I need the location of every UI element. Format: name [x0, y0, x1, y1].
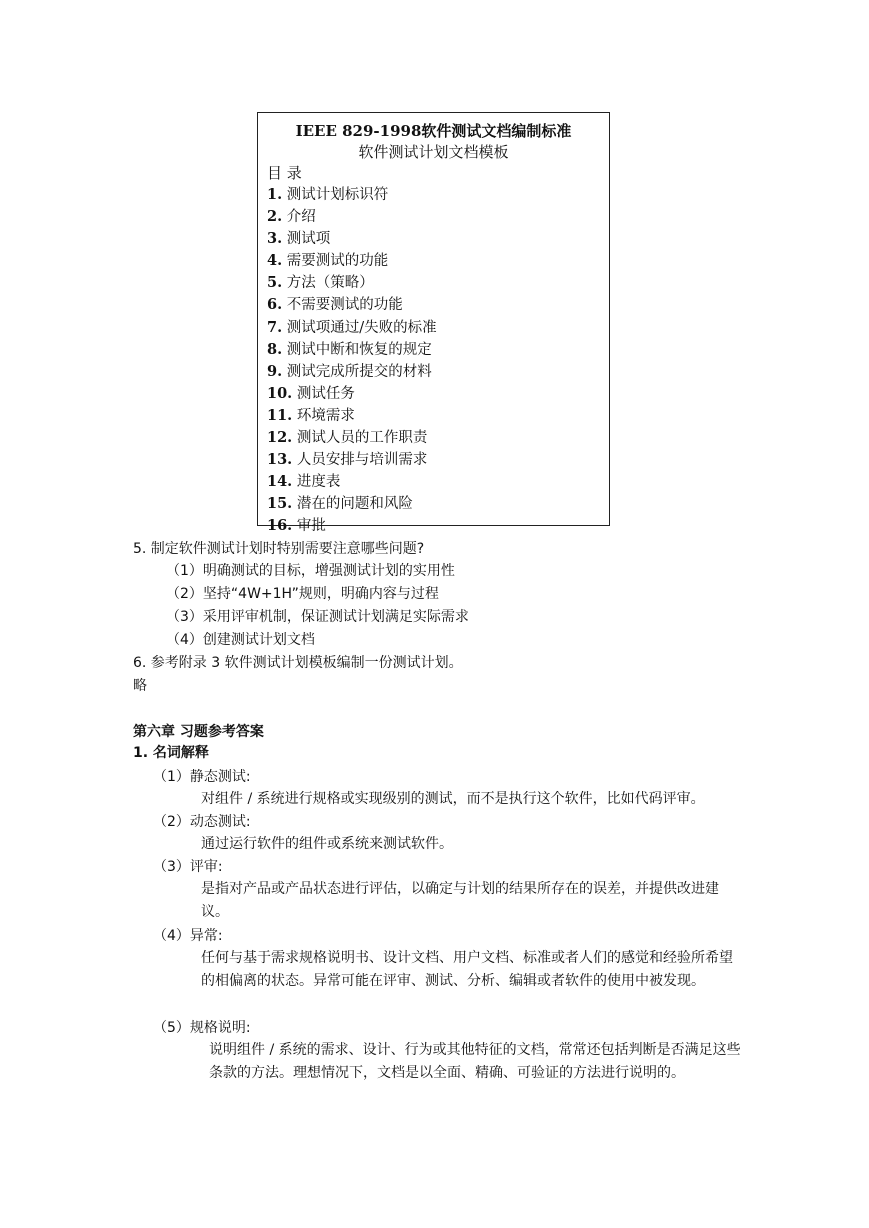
toc-item: [267, 317, 609, 339]
term-definition-3: 是指对产品或产品状态进行评估，以确定与计划的结果所存在的误差，并提供改进建议。: [201, 881, 719, 920]
toc-item-text: 人员安排与培训需求: [296, 452, 428, 469]
term-definition-1: 对组件 / 系统进行规格或实现级别的测试，而不是执行这个软件，比如代码评审。: [201, 791, 705, 807]
toc-item-text: 潜在的问题和风险: [296, 496, 413, 513]
toc-item: [267, 471, 609, 493]
q5-answer-3: （3）采用评审机制，保证测试计划满足实际需求: [166, 609, 469, 625]
toc-item-text: 环境需求: [296, 407, 355, 424]
template-subtitle: 软件测试计划文档模板: [358, 143, 509, 161]
toc-item-text: 方法（策略）: [286, 275, 374, 292]
toc-item: [267, 383, 609, 405]
toc-item-number: 14.: [267, 473, 293, 491]
toc-item-text: 测试计划标识符: [286, 187, 389, 203]
chapter-heading: 第六章 习题参考答案: [133, 724, 264, 740]
toc-item-number: 12.: [267, 429, 293, 447]
toc-item-text: 测试任务: [296, 385, 355, 402]
toc-item-number: 1.: [267, 186, 283, 203]
toc-item: [267, 515, 609, 537]
toc-item-number: 16.: [267, 517, 293, 535]
toc-item-number: 6.: [267, 296, 283, 314]
question-6: 6. 参考附录 3 软件测试计划模板编制一份测试计划。: [133, 655, 463, 671]
term-label-5: （5）规格说明:: [153, 1020, 251, 1036]
toc-item-text: 测试完成所提交的材料: [286, 363, 432, 380]
q5-answer-2: （2）坚持“4W+1H”规则，明确内容与过程: [166, 586, 439, 602]
toc-item: [267, 272, 609, 294]
toc-item-text: 测试项: [286, 231, 331, 248]
template-title: IEEE 829-1998软件测试文档编制标准: [295, 122, 572, 140]
term-label-4: （4）异常:: [153, 928, 223, 944]
toc-item-text: 测试项通过/失败的标准: [286, 319, 437, 336]
term-definition-4: 任何与基于需求规格说明书、设计文档、用户文档、标准或者人们的感觉和经验所希望的相偏离的状态。异常可能在评审、测试、分析、编辑或者软件的使用中被发现。: [201, 950, 733, 989]
toc-item: [267, 294, 609, 316]
q5-answer-1: （1）明确测试的目标，增强测试计划的实用性: [166, 563, 455, 579]
toc-item-number: 15.: [267, 495, 293, 513]
toc-list: [267, 184, 609, 538]
toc-item: [267, 449, 609, 471]
toc-item: [267, 493, 609, 515]
toc-item: [267, 339, 609, 361]
q5-answer-4: （4）创建测试计划文档: [166, 632, 315, 648]
toc-item-text: 介绍: [286, 209, 316, 226]
toc-item-number: 2.: [267, 208, 283, 226]
toc-item-text: 需要测试的功能: [286, 253, 389, 270]
toc-item: [267, 206, 609, 228]
toc-item-number: 10.: [267, 384, 293, 402]
toc-item-text: 进度表: [296, 474, 341, 491]
toc-item: [267, 184, 609, 206]
toc-item-number: 8.: [267, 340, 283, 358]
term-definition-2: 通过运行软件的组件或系统来测试软件。: [201, 836, 453, 852]
toc-item: [267, 427, 609, 449]
toc-heading: 目 录: [267, 164, 302, 182]
toc-item-text: 测试人员的工作职责: [296, 430, 428, 447]
question-6-answer: 略: [133, 678, 147, 694]
term-label-2: （2）动态测试:: [153, 814, 251, 830]
toc-item-number: 7.: [267, 318, 283, 336]
toc-item: [267, 405, 609, 427]
toc-item-number: 3.: [267, 230, 283, 248]
term-definition-5: 说明组件 / 系统的需求、设计、行为或其他特征的文档，常常还包括判断是否满足这些条款的方法。理想情况下，文档是以全面、精确、可验证的方法进行说明的。: [209, 1042, 741, 1081]
section-heading: 1. 名词解释: [133, 745, 209, 761]
toc-item-text: 测试中断和恢复的规定: [286, 341, 432, 358]
toc-item: [267, 250, 609, 272]
toc-item: [267, 228, 609, 250]
toc-item-number: 9.: [267, 362, 283, 380]
toc-item-number: 11.: [267, 406, 293, 424]
toc-item-text: 不需要测试的功能: [286, 297, 403, 314]
question-5: 5. 制定软件测试计划时特别需要注意哪些问题?: [133, 541, 425, 557]
toc-item-number: 4.: [267, 252, 283, 270]
template-box: [257, 112, 610, 535]
toc-item-text: 审批: [296, 518, 326, 535]
term-label-3: （3）评审:: [153, 859, 223, 875]
term-label-1: （1）静态测试:: [153, 769, 251, 785]
toc-item-number: 5.: [267, 274, 283, 292]
toc-item: [267, 361, 609, 383]
toc-item-number: 13.: [267, 451, 293, 469]
